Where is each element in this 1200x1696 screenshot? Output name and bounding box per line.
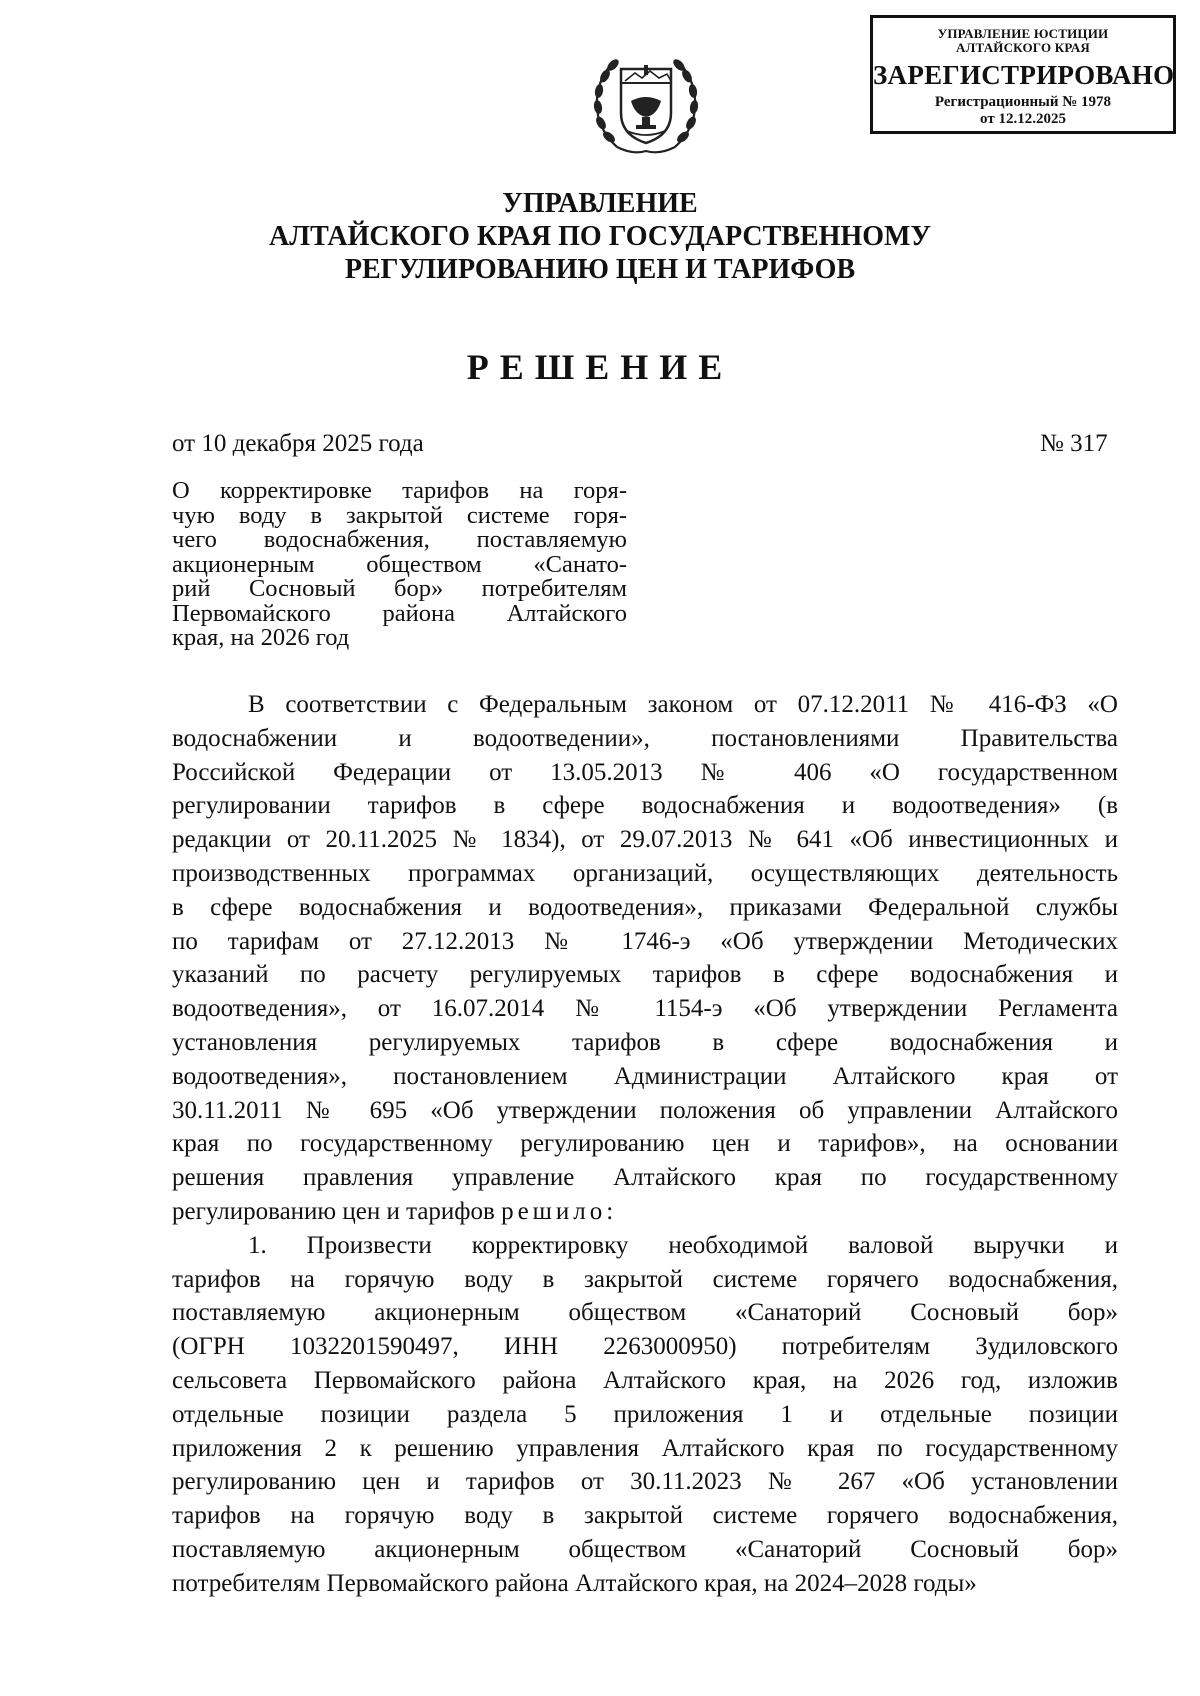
body-line: регулированию цен и тарифов bbox=[172, 1197, 495, 1225]
body-line: В соответствии с Федеральным законом от 07.12.2011 № 416-ФЗ «О bbox=[248, 691, 1118, 718]
subject-line: чего водоснабжения, поставляемую bbox=[172, 526, 627, 553]
body-line: поставляемую акционерным обществом «Санаторий Сосновый бор» bbox=[172, 1535, 1118, 1563]
body-line: поставляемую акционерным обществом «Санаторий Сосновый бор» bbox=[172, 1299, 1118, 1327]
resolved-word: решило: bbox=[501, 1197, 618, 1225]
body-line: Российской Федерации от 13.05.2013 № 406 «О государственном bbox=[172, 758, 1118, 786]
body-line: 1. Произвести корректировку необходимой валовой выручки и bbox=[248, 1231, 1118, 1259]
body-line: 30.11.2011 № 695 «Об утверждении положения об управлении Алтайского bbox=[172, 1096, 1118, 1124]
subject-line: Первомайского района Алтайского bbox=[172, 599, 627, 627]
stamp-status: ЗАРЕГИСТРИРОВАНО bbox=[873, 60, 1175, 90]
body-line: водоотведения», постановлением Администрации Алтайского края от bbox=[172, 1062, 1118, 1090]
body-line: указаний по расчету регулируемых тарифов в сфере водоснабжения и bbox=[172, 961, 1118, 989]
body-line: по тарифам от 27.12.2013 № 1746-э «Об утверждении Методических bbox=[172, 927, 1118, 955]
body-line: отдельные позиции раздела 5 приложения 1 и отдельные позиции bbox=[172, 1400, 1118, 1428]
body-line: регулировании тарифов в сфере водоснабжения и водоотведения» (в bbox=[172, 792, 1118, 820]
document-date: от 10 декабря 2025 года bbox=[172, 430, 424, 457]
document-subject bbox=[172, 479, 627, 651]
stamp-reg-number: Регистрационный № 1978 bbox=[934, 94, 1112, 110]
body-line: водоотведения», от 16.07.2014 № 1154-э «Об утверждении Регламента bbox=[172, 995, 1118, 1023]
body-line: тарифов на горячую воду в закрытой системе горячего водоснабжения, bbox=[172, 1502, 1118, 1530]
subject-line: акционерным обществом «Санато- bbox=[172, 550, 627, 578]
stamp-org-line2: АЛТАЙСКОГО КРАЯ bbox=[956, 40, 1090, 55]
body-line: производственных программах организаций, осуществляющих деятельность bbox=[172, 859, 1118, 887]
authority-line1: УПРАВЛЕНИЕ bbox=[502, 188, 698, 219]
document-type-title: РЕШЕНИЕ bbox=[466, 347, 734, 387]
body-line: водоснабжении и водоотведении», постановлениями Правительства bbox=[172, 724, 1118, 752]
body-line-resolution bbox=[172, 1195, 1118, 1229]
body-line: установления регулируемых тарифов в сфере водоснабжения и bbox=[172, 1028, 1118, 1056]
body-line: редакции от 20.11.2025 № 1834), от 29.07.2013 № 641 «Об инвестиционных и bbox=[172, 826, 1118, 854]
body-line: регулированию цен и тарифов от 30.11.2023 № 267 «Об установлении bbox=[172, 1468, 1118, 1496]
body-line: тарифов на горячую воду в закрытой системе горячего водоснабжения, bbox=[172, 1265, 1118, 1293]
registration-stamp bbox=[870, 15, 1176, 134]
authority-line2: АЛТАЙСКОГО КРАЯ ПО ГОСУДАРСТВЕННОМУ bbox=[269, 221, 931, 252]
issuing-authority bbox=[200, 187, 1000, 286]
body-line: (ОГРН 1032201590497, ИНН 2263000950) потребителям Зудиловского bbox=[172, 1333, 1118, 1361]
subject-line: чую воду в закрытой системе горя- bbox=[172, 501, 627, 529]
body-line: сельсовета Первомайского района Алтайского края, на 2026 год, изложив bbox=[172, 1366, 1118, 1394]
altai-krai-coat-of-arms-icon bbox=[587, 43, 705, 161]
body-line: потребителям Первомайского района Алтайского края, на 2024–2028 годы» bbox=[172, 1569, 977, 1597]
subject-line: рий Сосновый бор» потребителям bbox=[172, 575, 627, 602]
body-line: в сфере водоснабжения и водоотведения», приказами Федеральной службы bbox=[172, 893, 1118, 921]
authority-line3: РЕГУЛИРОВАНИЮ ЦЕН И ТАРИФОВ bbox=[344, 254, 856, 285]
stamp-org-line1: УПРАВЛЕНИЕ ЮСТИЦИИ bbox=[937, 26, 1109, 41]
subject-line: края, на 2026 год bbox=[172, 624, 350, 651]
subject-line: О корректировке тарифов на горя- bbox=[172, 477, 627, 504]
body-line: решения правления управление Алтайского края по государственному bbox=[172, 1164, 1118, 1192]
document-number: № 317 bbox=[1040, 430, 1108, 457]
stamp-reg-date: от 12.12.2025 bbox=[980, 111, 1066, 127]
body-line: края по государственному регулированию цен и тарифов», на основании bbox=[172, 1130, 1118, 1158]
document-body bbox=[172, 688, 1118, 1601]
body-line: приложения 2 к решению управления Алтайского края по государственному bbox=[172, 1434, 1118, 1462]
